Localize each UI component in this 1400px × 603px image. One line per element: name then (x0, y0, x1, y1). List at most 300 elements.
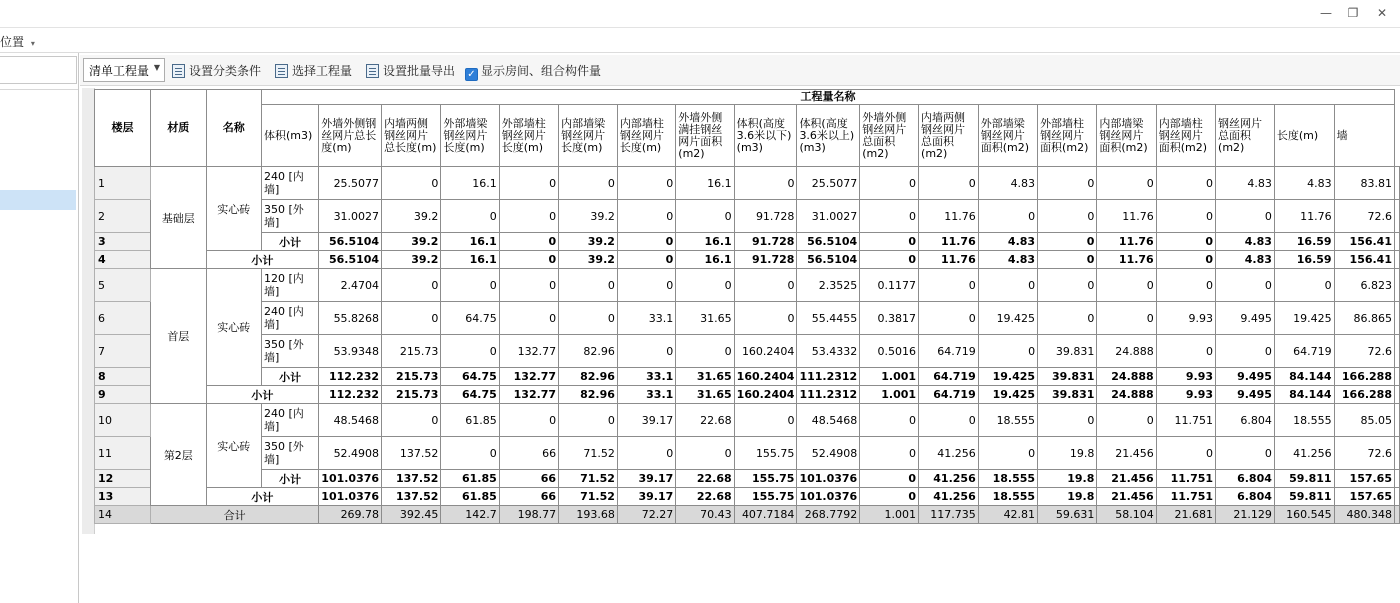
column-header[interactable]: 体积(m3) (261, 105, 318, 167)
value-cell[interactable]: 4.83 (1216, 233, 1275, 251)
name-cell[interactable]: 350 [外墙] (261, 437, 318, 470)
value-cell[interactable]: 111.2312 (797, 368, 860, 386)
value-cell[interactable]: 160.2404 (734, 335, 797, 368)
value-cell[interactable]: 2.4704 (319, 269, 382, 302)
value-cell[interactable]: 268.7792 (797, 506, 860, 524)
value-cell[interactable]: 480.348 (1334, 506, 1394, 524)
value-cell[interactable]: 72.27 (617, 506, 675, 524)
value-cell[interactable]: 52.4908 (797, 437, 860, 470)
value-cell[interactable]: 0 (1216, 269, 1275, 302)
value-cell[interactable]: 0 (978, 200, 1037, 233)
value-cell[interactable]: 39.831 (1038, 386, 1097, 404)
value-cell[interactable]: 0 (499, 233, 558, 251)
close-icon[interactable]: ✕ (1376, 6, 1388, 20)
value-cell[interactable]: 0 (860, 488, 919, 506)
value-cell[interactable]: 64.719 (919, 386, 979, 404)
value-cell[interactable]: 0 (978, 335, 1037, 368)
name-cell[interactable]: 240 [内墙] (261, 167, 318, 200)
value-cell[interactable]: 0 (860, 233, 919, 251)
value-cell[interactable]: 0 (1156, 167, 1215, 200)
value-cell[interactable]: 0 (1038, 200, 1097, 233)
value-cell[interactable]: 160.2404 (734, 386, 797, 404)
value-cell[interactable]: 31.0027 (319, 200, 382, 233)
table-row[interactable] (95, 437, 1400, 470)
quantity-type-select[interactable] (83, 58, 165, 82)
value-cell[interactable]: 39.2 (559, 251, 618, 269)
value-cell[interactable]: 70.43 (676, 506, 734, 524)
value-cell[interactable]: 101.0376 (319, 470, 382, 488)
value-cell[interactable]: 11.751 (1156, 488, 1215, 506)
value-cell[interactable]: 6.804 (1216, 488, 1275, 506)
value-cell[interactable]: 156.41 (1334, 233, 1394, 251)
column-header[interactable]: 内墙两侧钢丝网片总面积(m2) (919, 105, 979, 167)
value-cell[interactable]: 160.2404 (734, 368, 797, 386)
floor-cell[interactable]: 第2层 (151, 404, 206, 506)
value-cell[interactable]: 33.1 (617, 368, 675, 386)
value-cell[interactable]: 11.751 (1156, 404, 1215, 437)
value-cell[interactable]: 59.631 (1038, 506, 1097, 524)
value-cell[interactable]: 71.52 (559, 488, 618, 506)
value-cell[interactable]: 41.256 (919, 437, 979, 470)
value-cell[interactable]: 0 (1038, 233, 1097, 251)
value-cell[interactable]: 155.75 (734, 437, 797, 470)
value-cell[interactable]: 0 (441, 269, 499, 302)
value-cell[interactable]: 84.144 (1274, 368, 1334, 386)
value-cell[interactable]: 21.681 (1156, 506, 1215, 524)
value-cell[interactable]: 0 (617, 437, 675, 470)
value-cell[interactable]: 0 (499, 269, 558, 302)
value-cell[interactable]: 4.83 (1216, 251, 1275, 269)
value-cell[interactable]: 19.425 (978, 302, 1037, 335)
value-cell[interactable]: 52.4908 (319, 437, 382, 470)
value-cell[interactable]: 101.0376 (319, 488, 382, 506)
value-cell[interactable]: 64.719 (1274, 335, 1334, 368)
value-cell[interactable]: 1.001 (860, 386, 919, 404)
value-cell[interactable]: 0 (1097, 269, 1156, 302)
value-cell[interactable]: 83.81 (1334, 167, 1394, 200)
value-cell[interactable]: 0 (919, 269, 979, 302)
value-cell[interactable]: 0 (919, 302, 979, 335)
value-cell[interactable]: 137.52 (382, 488, 441, 506)
column-header[interactable]: 外墙外侧满挂钢丝网片面积(m2) (676, 105, 734, 167)
value-cell[interactable]: 112.232 (319, 368, 382, 386)
value-cell[interactable]: 0 (617, 233, 675, 251)
show-rooms-checkbox[interactable] (465, 62, 601, 81)
value-cell[interactable]: 9.93 (1156, 368, 1215, 386)
value-cell[interactable]: 18.555 (1274, 404, 1334, 437)
value-cell[interactable]: 4.83 (978, 167, 1037, 200)
value-cell[interactable]: 39.2 (382, 233, 441, 251)
value-cell[interactable]: 16.1 (441, 167, 499, 200)
table-row[interactable] (95, 269, 1400, 302)
value-cell[interactable] (1395, 404, 1400, 437)
value-cell[interactable]: 0 (676, 437, 734, 470)
value-cell[interactable]: 0 (382, 269, 441, 302)
value-cell[interactable]: 91.728 (734, 233, 797, 251)
value-cell[interactable]: 215.73 (382, 368, 441, 386)
value-cell[interactable]: 11.751 (1156, 470, 1215, 488)
value-cell[interactable]: 0 (441, 437, 499, 470)
value-cell[interactable]: 0 (559, 404, 618, 437)
value-cell[interactable]: 0 (676, 200, 734, 233)
value-cell[interactable]: 61.85 (441, 488, 499, 506)
value-cell[interactable]: 39.2 (382, 251, 441, 269)
value-cell[interactable]: 91.728 (734, 200, 797, 233)
value-cell[interactable]: 64.719 (919, 368, 979, 386)
value-cell[interactable]: 142.7 (441, 506, 499, 524)
value-cell[interactable]: 22.68 (676, 488, 734, 506)
table-row[interactable] (95, 302, 1400, 335)
value-cell[interactable] (1395, 368, 1400, 386)
value-cell[interactable]: 0 (382, 404, 441, 437)
value-cell[interactable]: 0.1177 (860, 269, 919, 302)
value-cell[interactable]: 392.45 (382, 506, 441, 524)
value-cell[interactable]: 24.888 (1097, 368, 1156, 386)
value-cell[interactable]: 58.104 (1097, 506, 1156, 524)
value-cell[interactable]: 56.5104 (797, 251, 860, 269)
value-cell[interactable]: 0.5016 (860, 335, 919, 368)
value-cell[interactable]: 42.81 (978, 506, 1037, 524)
value-cell[interactable]: 9.495 (1216, 368, 1275, 386)
value-cell[interactable]: 11.76 (919, 200, 979, 233)
position-menu[interactable] (0, 33, 35, 50)
value-cell[interactable]: 59.811 (1274, 488, 1334, 506)
value-cell[interactable]: 9.495 (1216, 386, 1275, 404)
value-cell[interactable]: 18.555 (978, 404, 1037, 437)
value-cell[interactable]: 39.17 (617, 488, 675, 506)
value-cell[interactable]: 155.75 (734, 488, 797, 506)
value-cell[interactable]: 4.83 (1274, 167, 1334, 200)
value-cell[interactable]: 41.256 (919, 488, 979, 506)
value-cell[interactable]: 31.65 (676, 386, 734, 404)
value-cell[interactable]: 9.495 (1216, 302, 1275, 335)
value-cell[interactable]: 64.75 (441, 368, 499, 386)
column-header[interactable]: 内部墙柱钢丝网片长度(m) (617, 105, 675, 167)
value-cell[interactable]: 22.68 (676, 404, 734, 437)
value-cell[interactable] (1395, 488, 1400, 506)
value-cell[interactable]: 16.1 (676, 251, 734, 269)
value-cell[interactable]: 112.232 (319, 386, 382, 404)
value-cell[interactable]: 157.65 (1334, 470, 1394, 488)
value-cell[interactable]: 85.05 (1334, 404, 1394, 437)
table-row[interactable] (95, 470, 1400, 488)
column-header[interactable]: 钢丝网片总面积(m2) (1216, 105, 1275, 167)
value-cell[interactable]: 155.75 (734, 470, 797, 488)
value-cell[interactable]: 25.5077 (319, 167, 382, 200)
material-cell[interactable]: 实心砖 (206, 167, 261, 251)
value-cell[interactable]: 21.456 (1097, 470, 1156, 488)
value-cell[interactable]: 193.68 (559, 506, 618, 524)
value-cell[interactable]: 19.8 (1038, 488, 1097, 506)
value-cell[interactable]: 24.888 (1097, 335, 1156, 368)
value-cell[interactable]: 0 (860, 404, 919, 437)
value-cell[interactable]: 0 (1274, 269, 1334, 302)
value-cell[interactable]: 0 (860, 200, 919, 233)
table-row[interactable] (95, 251, 1400, 269)
value-cell[interactable]: 11.76 (1097, 233, 1156, 251)
batch-export-button[interactable] (366, 62, 455, 79)
value-cell[interactable]: 61.85 (441, 470, 499, 488)
value-cell[interactable]: 0 (734, 167, 797, 200)
value-cell[interactable]: 0 (676, 335, 734, 368)
value-cell[interactable]: 91.728 (734, 251, 797, 269)
value-cell[interactable]: 39.2 (382, 200, 441, 233)
name-cell[interactable]: 240 [内墙] (261, 302, 318, 335)
value-cell[interactable]: 101.0376 (797, 488, 860, 506)
value-cell[interactable]: 0 (1156, 269, 1215, 302)
value-cell[interactable]: 4.83 (978, 251, 1037, 269)
value-cell[interactable]: 59.811 (1274, 470, 1334, 488)
value-cell[interactable]: 166.288 (1334, 368, 1394, 386)
value-cell[interactable]: 1.001 (860, 368, 919, 386)
value-cell[interactable]: 215.73 (382, 386, 441, 404)
value-cell[interactable]: 55.4455 (797, 302, 860, 335)
value-cell[interactable]: 72.6 (1334, 335, 1394, 368)
column-header[interactable]: 外部墙柱钢丝网片面积(m2) (1038, 105, 1097, 167)
value-cell[interactable]: 19.425 (1274, 302, 1334, 335)
column-header[interactable]: 外部墙柱钢丝网片长度(m) (499, 105, 558, 167)
value-cell[interactable]: 11.76 (919, 233, 979, 251)
value-cell[interactable]: 0 (617, 167, 675, 200)
value-cell[interactable]: 33.1 (617, 302, 675, 335)
column-header[interactable]: 体积(高度3.6米以下)(m3) (734, 105, 797, 167)
value-cell[interactable]: 132.77 (499, 368, 558, 386)
value-cell[interactable]: 24.888 (1097, 386, 1156, 404)
value-cell[interactable]: 11.76 (919, 251, 979, 269)
value-cell[interactable]: 0 (499, 302, 558, 335)
value-cell[interactable]: 19.8 (1038, 437, 1097, 470)
material-cell[interactable]: 实心砖 (206, 404, 261, 488)
table-row[interactable] (95, 386, 1400, 404)
material-cell[interactable]: 实心砖 (206, 269, 261, 386)
value-cell[interactable]: 53.4332 (797, 335, 860, 368)
value-cell[interactable]: 0 (978, 269, 1037, 302)
value-cell[interactable]: 16.1 (676, 167, 734, 200)
value-cell[interactable]: 86.865 (1334, 302, 1394, 335)
value-cell[interactable]: 21.456 (1097, 437, 1156, 470)
value-cell[interactable]: 0 (499, 167, 558, 200)
value-cell[interactable]: 0 (860, 437, 919, 470)
value-cell[interactable]: 269.78 (319, 506, 382, 524)
value-cell[interactable]: 66 (499, 488, 558, 506)
value-cell[interactable]: 0 (734, 269, 797, 302)
restore-icon[interactable]: ❐ (1347, 6, 1359, 20)
value-cell[interactable]: 71.52 (559, 437, 618, 470)
value-cell[interactable]: 11.76 (1097, 200, 1156, 233)
value-cell[interactable]: 31.65 (676, 368, 734, 386)
value-cell[interactable]: 0 (441, 200, 499, 233)
column-header[interactable]: 体积(高度3.6米以上)(m3) (797, 105, 860, 167)
value-cell[interactable] (1395, 470, 1400, 488)
value-cell[interactable] (1395, 437, 1400, 470)
value-cell[interactable]: 0 (919, 167, 979, 200)
value-cell[interactable]: 0 (676, 269, 734, 302)
table-row[interactable] (95, 404, 1400, 437)
table-row[interactable] (95, 506, 1400, 524)
value-cell[interactable]: 21.129 (1216, 506, 1275, 524)
value-cell[interactable]: 39.17 (617, 404, 675, 437)
value-cell[interactable]: 0 (1038, 269, 1097, 302)
value-cell[interactable]: 56.5104 (319, 251, 382, 269)
column-header[interactable]: 墙 (1334, 105, 1394, 167)
floor-cell[interactable]: 首层 (151, 269, 206, 404)
value-cell[interactable]: 82.96 (559, 368, 618, 386)
left-panel-selected-item[interactable] (0, 190, 76, 210)
value-cell[interactable]: 56.5104 (319, 233, 382, 251)
value-cell[interactable]: 4.83 (978, 233, 1037, 251)
value-cell[interactable]: 0 (919, 404, 979, 437)
value-cell[interactable]: 0 (1216, 335, 1275, 368)
floor-cell[interactable]: 基础层 (151, 167, 206, 269)
value-cell[interactable]: 0 (617, 251, 675, 269)
name-cell[interactable]: 350 [外墙] (261, 200, 318, 233)
value-cell[interactable]: 16.1 (441, 251, 499, 269)
value-cell[interactable]: 41.256 (1274, 437, 1334, 470)
value-cell[interactable]: 0 (860, 251, 919, 269)
value-cell[interactable]: 132.77 (499, 335, 558, 368)
value-cell[interactable]: 16.59 (1274, 251, 1334, 269)
value-cell[interactable]: 0 (441, 335, 499, 368)
value-cell[interactable]: 19.425 (978, 386, 1037, 404)
value-cell[interactable]: 0 (1216, 437, 1275, 470)
column-header[interactable]: 内墙两侧钢丝网片总长度(m) (382, 105, 441, 167)
value-cell[interactable]: 198.77 (499, 506, 558, 524)
value-cell[interactable]: 39.2 (559, 200, 618, 233)
table-row[interactable] (95, 488, 1400, 506)
choose-quantities-button[interactable] (275, 62, 352, 79)
column-header[interactable]: 外部墙梁钢丝网片面积(m2) (978, 105, 1037, 167)
value-cell[interactable]: 0 (1038, 404, 1097, 437)
value-cell[interactable]: 166.288 (1334, 386, 1394, 404)
value-cell[interactable]: 18.555 (978, 488, 1037, 506)
value-cell[interactable]: 0 (734, 302, 797, 335)
value-cell[interactable]: 0 (1038, 251, 1097, 269)
value-cell[interactable]: 407.7184 (734, 506, 797, 524)
value-cell[interactable]: 0 (382, 302, 441, 335)
value-cell[interactable] (1395, 335, 1400, 368)
value-cell[interactable]: 33.1 (617, 386, 675, 404)
value-cell[interactable]: 11.76 (1097, 251, 1156, 269)
value-cell[interactable]: 53.9348 (319, 335, 382, 368)
column-header[interactable]: 外墙外侧钢丝网片总长度(m) (319, 105, 382, 167)
left-panel-search-input[interactable] (0, 56, 77, 84)
value-cell[interactable]: 6.823 (1334, 269, 1394, 302)
name-cell[interactable]: 350 [外墙] (261, 335, 318, 368)
value-cell[interactable]: 61.85 (441, 404, 499, 437)
value-cell[interactable]: 16.1 (676, 233, 734, 251)
name-cell[interactable]: 120 [内墙] (261, 269, 318, 302)
value-cell[interactable] (1395, 386, 1400, 404)
value-cell[interactable]: 84.144 (1274, 386, 1334, 404)
value-cell[interactable]: 39.831 (1038, 335, 1097, 368)
value-cell[interactable]: 0 (1156, 335, 1215, 368)
value-cell[interactable]: 21.456 (1097, 488, 1156, 506)
value-cell[interactable]: 72.6 (1334, 200, 1394, 233)
value-cell[interactable]: 0 (499, 200, 558, 233)
value-cell[interactable]: 48.5468 (797, 404, 860, 437)
value-cell[interactable]: 0 (1097, 302, 1156, 335)
value-cell[interactable]: 0 (617, 335, 675, 368)
table-row[interactable] (95, 335, 1400, 368)
column-header[interactable]: 内部墙梁钢丝网片面积(m2) (1097, 105, 1156, 167)
value-cell[interactable] (1395, 200, 1400, 233)
value-cell[interactable]: 2.3525 (797, 269, 860, 302)
value-cell[interactable]: 157.65 (1334, 488, 1394, 506)
value-cell[interactable]: 6.804 (1216, 470, 1275, 488)
value-cell[interactable]: 31.0027 (797, 200, 860, 233)
value-cell[interactable] (1395, 251, 1400, 269)
name-cell[interactable]: 240 [内墙] (261, 404, 318, 437)
value-cell[interactable]: 0 (1156, 437, 1215, 470)
value-cell[interactable]: 48.5468 (319, 404, 382, 437)
value-cell[interactable]: 66 (499, 437, 558, 470)
column-header[interactable]: 外部墙梁钢丝网片长度(m) (441, 105, 499, 167)
value-cell[interactable]: 0 (1216, 200, 1275, 233)
value-cell[interactable]: 0 (559, 302, 618, 335)
value-cell[interactable]: 4.83 (1216, 167, 1275, 200)
value-cell[interactable]: 41.256 (919, 470, 979, 488)
table-row[interactable] (95, 167, 1400, 200)
table-row[interactable] (95, 233, 1400, 251)
value-cell[interactable]: 25.5077 (797, 167, 860, 200)
value-cell[interactable]: 0 (1038, 167, 1097, 200)
value-cell[interactable] (1395, 269, 1400, 302)
value-cell[interactable]: 82.96 (559, 386, 618, 404)
value-cell[interactable]: 132.77 (499, 386, 558, 404)
value-cell[interactable]: 39.831 (1038, 368, 1097, 386)
value-cell[interactable]: 137.52 (382, 470, 441, 488)
value-cell[interactable]: 71.52 (559, 470, 618, 488)
value-cell[interactable]: 0 (559, 167, 618, 200)
value-cell[interactable]: 117.735 (919, 506, 979, 524)
value-cell[interactable]: 19.8 (1038, 470, 1097, 488)
value-cell[interactable]: 9.93 (1156, 386, 1215, 404)
value-cell[interactable]: 0 (734, 404, 797, 437)
value-cell[interactable] (1395, 233, 1400, 251)
value-cell[interactable]: 0 (499, 251, 558, 269)
value-cell[interactable] (1395, 167, 1400, 200)
column-header[interactable]: 外墙外侧钢丝网片总面积(m2) (860, 105, 919, 167)
value-cell[interactable]: 64.75 (441, 302, 499, 335)
value-cell[interactable]: 0 (978, 437, 1037, 470)
value-cell[interactable]: 0 (1097, 404, 1156, 437)
table-row[interactable] (95, 200, 1400, 233)
value-cell[interactable]: 101.0376 (797, 470, 860, 488)
value-cell[interactable]: 66 (499, 470, 558, 488)
value-cell[interactable]: 82.96 (559, 335, 618, 368)
value-cell[interactable]: 16.1 (441, 233, 499, 251)
table-row[interactable] (95, 368, 1400, 386)
value-cell[interactable]: 0 (860, 470, 919, 488)
value-cell[interactable]: 0 (1156, 200, 1215, 233)
value-cell[interactable]: 0 (860, 167, 919, 200)
value-cell[interactable]: 1.001 (860, 506, 919, 524)
column-header[interactable]: 长度(m) (1274, 105, 1334, 167)
value-cell[interactable]: 56.5104 (797, 233, 860, 251)
value-cell[interactable]: 64.719 (919, 335, 979, 368)
value-cell[interactable]: 0 (1156, 251, 1215, 269)
value-cell[interactable]: 0 (499, 404, 558, 437)
value-cell[interactable]: 18.555 (978, 470, 1037, 488)
value-cell[interactable]: 0 (1097, 167, 1156, 200)
value-cell[interactable]: 0 (617, 269, 675, 302)
value-cell[interactable] (1395, 506, 1400, 524)
value-cell[interactable]: 19.425 (978, 368, 1037, 386)
value-cell[interactable]: 0.3817 (860, 302, 919, 335)
classify-conditions-button[interactable] (172, 62, 261, 79)
column-header[interactable]: 内部墙梁钢丝网片长度(m) (559, 105, 618, 167)
value-cell[interactable]: 11.76 (1274, 200, 1334, 233)
